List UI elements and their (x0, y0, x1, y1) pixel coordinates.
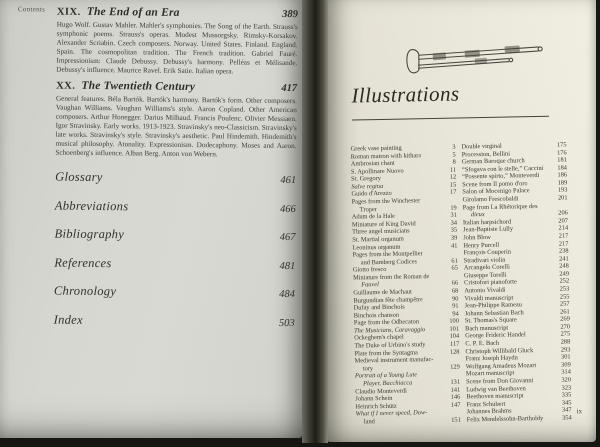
illustration-label: Italian harpsichord (462, 218, 512, 227)
backmatter-entry (55, 170, 296, 188)
chapter-page-number: 389 (282, 8, 298, 21)
illustration-label: Greek vase painting (350, 144, 402, 153)
illustration-page-number: 253 (559, 285, 570, 293)
illustration-label: Beethoven manuscript (466, 392, 524, 401)
illustration-page-number: 269 (560, 315, 570, 323)
illustration-page-number: 347 (561, 406, 572, 414)
illustration-page-number: 66 (451, 279, 459, 288)
illustration-label: Scene from Don Giovanni (465, 377, 534, 386)
illustration-label: Jean-Baptiste Lully (463, 225, 514, 234)
illustration-page-number: 345 (561, 399, 572, 407)
illustration-page-number: 193 (557, 186, 568, 195)
illustration-page-number: 5 (452, 151, 456, 159)
illustration-page-number: 238 (558, 247, 569, 255)
illustration-page-number: 314 (561, 368, 571, 376)
illustration-page-number: 91 (452, 302, 459, 310)
chapter-heading (56, 80, 297, 95)
illustration-label: Ambrosian chant (350, 159, 395, 168)
illustration-page-number: 151 (451, 416, 461, 424)
illustration-label: Miniature of King David (351, 220, 416, 229)
backmatter-label: Bibliography (54, 226, 125, 242)
illustration-page-number: 261 (560, 308, 570, 316)
illustration-label: Wolfgang Amadeus Mozart (465, 361, 537, 371)
illustration-label: Felix Mendelssohn-Bartholdy (466, 414, 544, 424)
illustration-label: Burgundian fête champêtre (353, 295, 423, 305)
illustration-page-number: 31 (450, 211, 457, 219)
illustration-entry (356, 416, 461, 426)
illustration-page-number: 8 (452, 158, 456, 166)
illustration-label: “Sfogava con le stelle,” Caccini (461, 164, 544, 174)
chapter-20-entry (55, 80, 297, 161)
illustration-label: Jean-Philippe Rameau (464, 301, 522, 310)
illustration-page-number: 11 (449, 166, 457, 174)
chapter-title: The End of an Era (86, 5, 180, 19)
illustration-label: John Blow (463, 233, 491, 242)
illustrations-columns (350, 141, 571, 425)
chapter-summary: General features. Béla Bartók. Bartók's harmony. Bartók's form. Other composers. Vaughan Williams. Vaughan Williams's style. Aaron Copland. Other American composers. Arthur Honegger. Darius Milhaud. Francis Poulenc. Olivier Messiaen. Igor Stravinsky. Early works. 1913-1923. Stravinsky's neo-Classicism. Stravinsky's late works. Stravinsky's style. Stravinsky's aesthetic. Paul Hindemith. Hindemith's musical philosophy. Atonality. Expressionism. Dodecaphony. Moses and Aaron. Schoenberg's influence. Alban Berg. Anton von Webern. (55, 94, 297, 159)
illustration-page-number: 117 (449, 340, 460, 348)
chapter-19-entry (56, 6, 298, 78)
backmatter-label: References (54, 255, 112, 270)
illustration-label: Plate from the Syntagma (354, 348, 418, 358)
illustration-label: German Baroque church (461, 157, 525, 166)
illustration-label: Troper (359, 205, 377, 214)
illustration-label: Henry Purcell (463, 241, 500, 249)
illustration-page-number: 39 (450, 234, 458, 242)
illustration-page-number: 184 (557, 164, 568, 172)
illustrations-title: Illustrations (351, 81, 460, 108)
backmatter-entry (54, 284, 295, 302)
illustration-page-number: 41 (450, 242, 458, 250)
illustration-label: Page from La Rhétorique des (462, 202, 538, 212)
illustration-label: Johann Sebastian Bach (464, 308, 524, 318)
illustration-label: Franz Joseph Haydn (465, 354, 518, 363)
illustration-label: C. P. E. Bach (465, 339, 500, 348)
illustration-page-number: 104 (449, 332, 460, 341)
illustration-label: land (363, 417, 375, 426)
illustration-label: St. Gregory (351, 175, 382, 183)
backmatter-entry (54, 312, 295, 330)
illustration-page-number: 34 (450, 219, 458, 227)
illustration-page-number: 293 (560, 345, 571, 354)
backmatter-label: Abbreviations (54, 198, 129, 213)
illustrations-page-content (326, 0, 600, 442)
illustrations-column-left (350, 144, 460, 426)
illustration-label: The Duke of Urbino's study (354, 341, 426, 350)
illustrations-column-right (461, 141, 571, 423)
illustration-label: dieux (470, 211, 485, 219)
illustration-page-number: 61 (451, 257, 458, 265)
illustration-label: Antonio Vivaldi (464, 286, 506, 295)
illustration-label: Fauvel (361, 281, 379, 289)
illustration-label: Giuseppe Torelli (463, 271, 507, 280)
illustration-label: Scene from Il pomo d'oro (462, 180, 528, 189)
illustration-page-number: 94 (452, 310, 459, 318)
illustration-label: Franz Schubert (466, 400, 506, 409)
illustration-label: Dufay and Binchois (353, 303, 405, 312)
illustration-label: Claudio Monteverdi (355, 387, 407, 396)
running-header: Contents (17, 5, 46, 14)
illustrations-page (328, 0, 596, 442)
illustration-page-number: 146 (450, 393, 461, 401)
chapter-heading (57, 6, 298, 21)
backmatter-entry (54, 227, 295, 245)
backmatter-label: Index (53, 312, 83, 327)
illustration-label: Page from the Odhecaton (353, 318, 420, 327)
illustration-label: Procession, Bellini (461, 150, 511, 159)
illustration-label: Adam de la Hale (351, 212, 396, 221)
illustration-label: Christoph Willibald Gluck (465, 346, 534, 356)
illustration-page-number: 207 (558, 217, 569, 225)
illustration-page-number: 257 (559, 300, 570, 308)
illustration-label: Medieval instrument manufac- (354, 356, 434, 365)
backmatter-page-number: 484 (279, 288, 295, 301)
illustration-page-number: 176 (557, 149, 567, 157)
illustration-label: Three angel musicians (352, 227, 410, 236)
illustration-label: Ludwig van Beethoven (466, 384, 526, 393)
illustration-label: The Musicians, Caravaggio (353, 326, 426, 335)
illustration-page-number: 15 (449, 181, 457, 189)
illustration-page-number: 141 (450, 386, 461, 394)
backmatter-page-number: 503 (278, 317, 295, 329)
illustration-page-number: 189 (557, 179, 568, 187)
chapter-number: XX. (56, 80, 76, 92)
illustration-page-number: 323 (561, 383, 572, 392)
chapter-number: XIX. (56, 6, 81, 18)
title-rule (352, 116, 549, 121)
illustration-page-number: 90 (451, 295, 459, 303)
backmatter-page-number: 461 (280, 174, 297, 187)
illustration-label: Guido d'Arezzo (351, 190, 392, 199)
illustration-label: and Bamberg Codices (360, 257, 418, 267)
backmatter-page-number: 481 (279, 260, 296, 272)
illustration-page-number: 217 (558, 239, 569, 248)
illustration-entry (467, 414, 572, 424)
illustration-page-number: 249 (559, 270, 570, 278)
illustration-label: “Possente spirto,” Monteverdi (462, 172, 540, 181)
illustration-label: Leoninus organum (352, 243, 401, 252)
illustration-page-number: 248 (559, 262, 569, 270)
illustration-page-number: 100 (449, 317, 459, 326)
illustration-page-number: 335 (561, 391, 572, 399)
illustration-label: Girolamo Frescobaldi (462, 195, 519, 204)
illustration-label: Roman matron with kithara (350, 151, 422, 161)
illustration-page-number: 147 (450, 401, 461, 409)
illustration-page-number: 252 (559, 277, 570, 285)
page-folio: ix (576, 407, 583, 416)
illustration-label: What if I never speed, Dow- (355, 409, 428, 418)
illustration-page-number: 129 (450, 363, 460, 371)
backmatter-label: Chronology (53, 283, 117, 299)
illustration-label: Vivaldi manuscript (464, 294, 514, 302)
illustration-page-number: 270 (560, 323, 571, 331)
backmatter-page-number: 467 (279, 231, 296, 244)
illustration-page-number: 35 (450, 226, 458, 235)
illustration-label: Johannes Brahms (466, 407, 512, 416)
book-gutter (302, 0, 328, 443)
illustration-label: Salon of Mocenigo Palace (462, 187, 530, 196)
contents-page (0, 0, 302, 438)
illustration-page-number: 12 (449, 173, 457, 181)
illustration-label: Stradivari violin (463, 256, 506, 265)
illustration-page-number: 354 (562, 414, 572, 422)
contents-block (53, 6, 297, 344)
chapter-page-number: 417 (281, 82, 298, 95)
illustration-page-number: 255 (559, 292, 570, 301)
illustration-label: François Couperin (463, 248, 512, 257)
illustration-label: Heinrich Schütz (355, 402, 397, 411)
illustration-label: Salve regina (351, 182, 384, 191)
illustration-label: Giotto fresco (352, 266, 387, 274)
illustration-page-number: 201 (557, 194, 568, 202)
illustration-label: Ockeghem's chapel (354, 334, 404, 342)
backmatter-label: Glossary (55, 169, 103, 185)
illustration-label: Portrait of a Young Lute (354, 371, 418, 380)
illustration-page-number: 68 (451, 287, 459, 295)
backmatter-entry (55, 198, 296, 216)
chapter-title: The Twentieth Century (81, 79, 196, 94)
illustration-label: George Frideric Handel (465, 331, 526, 340)
illustration-label: Miniature from the Roman de (352, 272, 430, 282)
illustration-label: Binchois chanson (353, 311, 400, 320)
illustration-page-number: 309 (561, 361, 571, 369)
illustration-label: S. Apollinare Nuovo (350, 167, 404, 176)
illustration-label: Pages from the Montpellier (352, 250, 423, 259)
illustration-page-number: 131 (450, 378, 461, 386)
illustration-page-number: 175 (556, 141, 567, 149)
backmatter-list (54, 170, 297, 330)
illustration-label: St. Thomas's Square (464, 316, 517, 325)
illustration-label: Arcangelo Corelli (463, 263, 510, 272)
contents-page-content (0, 0, 302, 441)
illustration-page-number: 320 (561, 376, 572, 384)
illustration-page-number: 186 (557, 171, 568, 179)
trumpet-icon (405, 42, 546, 79)
illustration-label: Pages from the Winchester (351, 197, 421, 206)
illustration-page-number: 288 (560, 338, 571, 346)
illustration-label: St. Martial organum (352, 235, 404, 244)
illustration-page-number: 217 (558, 232, 569, 240)
backmatter-entry (54, 255, 295, 273)
backmatter-page-number: 466 (280, 203, 296, 215)
illustration-label: Double virginal (461, 142, 502, 151)
illustration-label: tory (362, 364, 374, 373)
illustration-label: Player, Bacchiacca (363, 379, 413, 388)
illustration-page-number: 214 (558, 224, 569, 232)
illustration-page-number: 65 (451, 264, 458, 272)
illustration-page-number: 19 (450, 204, 457, 212)
illustration-page-number: 3 (452, 143, 456, 151)
illustration-page-number: 181 (557, 156, 567, 164)
illustration-page-number: 128 (449, 348, 460, 356)
chapter-summary: Hugo Wolf. Gustav Mahler. Mahler's symphonies. The Song of the Earth. Strauss's symphonic poems. Strauss's operas. Modest Mussorgsky. Rimsky-Korsakov. Alexander Scriabin. Czech composers. Norway. United States. Finland. England. Spain. The cosmopolitan tradition. The French tradition. Gabriel Fauré. Impressionism: Claude Debussy. Debussy's harmony. Pelléas et Mélisande. Debussy's influence. Maurice Ravel. Erik Satie. Italian opera. (56, 20, 298, 76)
illustration-label: Bach manuscript (464, 324, 509, 333)
illustration-label: Johann Schein (355, 394, 393, 403)
illustration-label: Guillaume de Machaut (353, 288, 412, 297)
illustration-page-number: 17 (449, 189, 457, 197)
illustration-page-number: 241 (559, 255, 569, 263)
illustration-page-number: 101 (449, 325, 460, 333)
illustration-page-number: 206 (558, 209, 568, 217)
illustration-page-number: 275 (560, 330, 571, 339)
illustration-label: Cristofori pianoforte (464, 278, 517, 287)
illustration-label: Mozart manuscript (465, 369, 515, 378)
illustration-page-number: 301 (560, 353, 571, 361)
